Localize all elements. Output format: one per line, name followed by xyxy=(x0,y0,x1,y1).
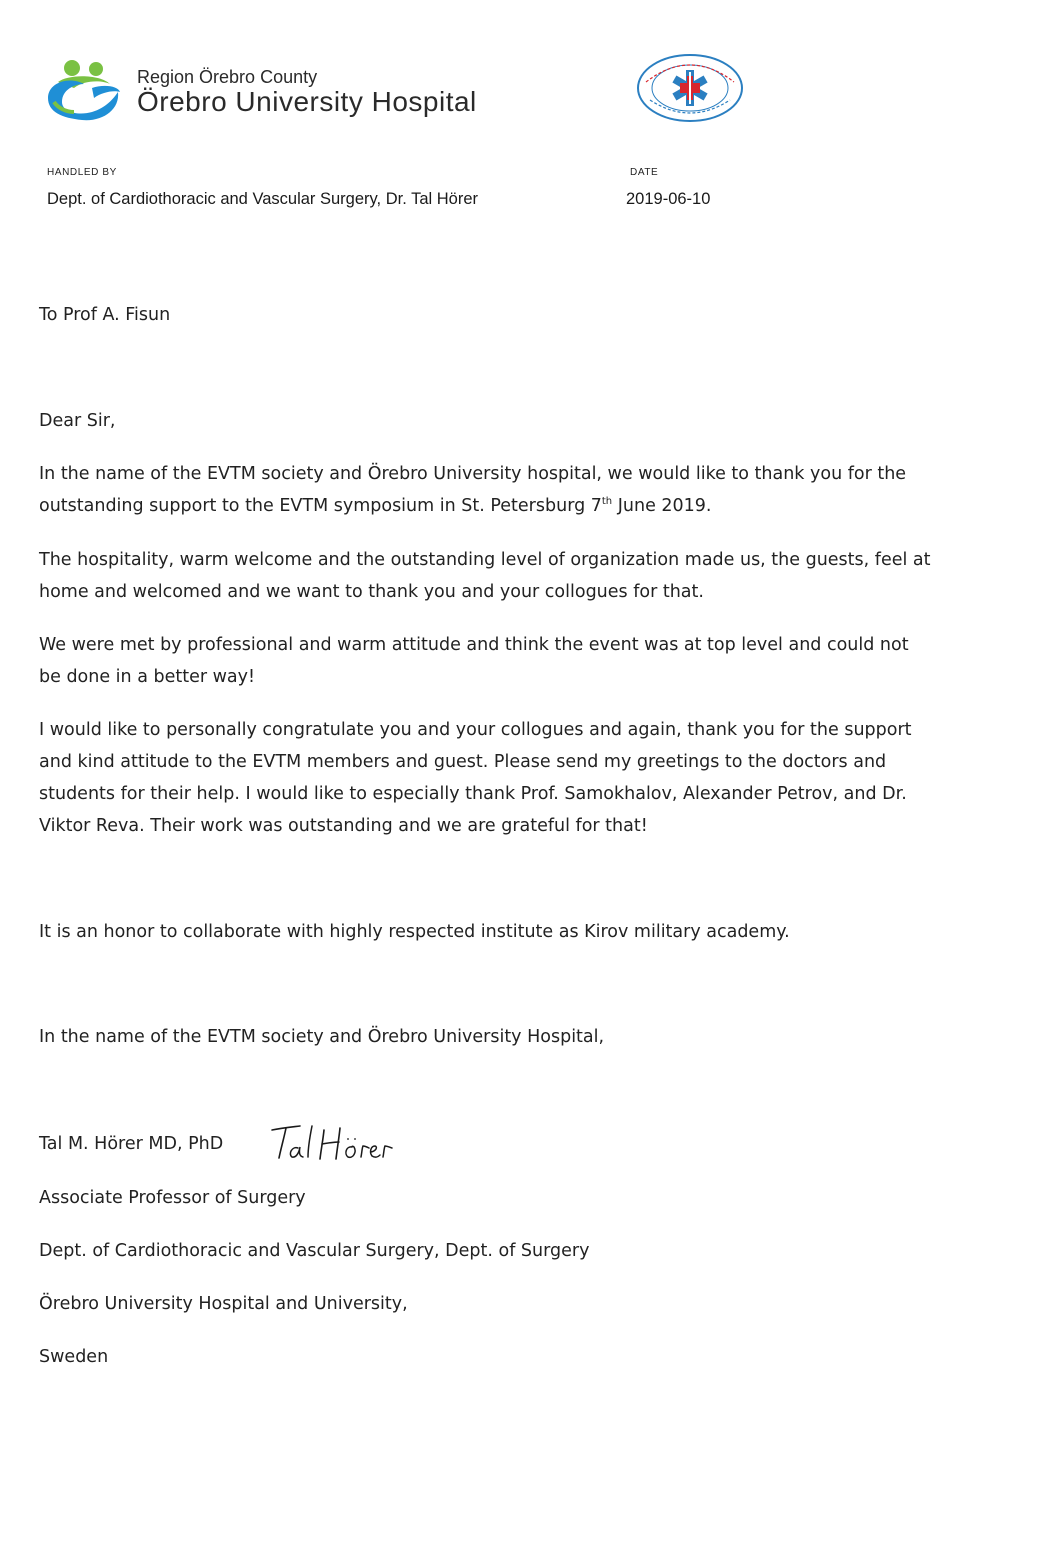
handled-by-value: Dept. of Cardiothoracic and Vascular Surgery, Dr. Tal Hörer xyxy=(47,190,479,208)
signer-department: Dept. of Cardiothoracic and Vascular Surgery, Dept. of Surgery xyxy=(39,1241,590,1261)
paragraph-1 xyxy=(39,458,999,522)
paragraph-1-line-2: outstanding support to the EVTM symposium in St. Petersburg 7th June 2019. xyxy=(39,496,712,516)
recipient-line: To Prof A. Fisun xyxy=(39,305,171,325)
closing-line: In the name of the EVTM society and Örebro University Hospital, xyxy=(39,1027,605,1047)
date-label: DATE xyxy=(630,167,659,178)
paragraph-2-line-1: The hospitality, warm welcome and the outstanding level of organization made us, the guests, feel at xyxy=(39,550,931,570)
date-value: 2019-06-10 xyxy=(626,190,711,208)
evtm-seal-icon xyxy=(632,52,748,124)
handled-by-label: HANDLED BY xyxy=(47,167,117,178)
paragraph-4-line-1: I would like to personally congratulate you and your collogues and again, thank you for the support xyxy=(39,720,912,740)
handwritten-signature xyxy=(268,1120,398,1168)
salutation: Dear Sir, xyxy=(39,411,116,431)
signer-institution: Örebro University Hospital and University, xyxy=(39,1294,408,1314)
paragraph-5: It is an honor to collaborate with highly respected institute as Kirov military academy. xyxy=(39,922,790,942)
paragraph-4 xyxy=(39,714,999,842)
hospital-logo-icon xyxy=(44,58,124,122)
paragraph-1-line-1: In the name of the EVTM society and Örebro University hospital, we would like to thank you for the xyxy=(39,464,907,484)
paragraph-4-line-2: and kind attitude to the EVTM members and guest. Please send my greetings to the doctors and xyxy=(39,752,887,772)
signer-title: Associate Professor of Surgery xyxy=(39,1188,306,1208)
hospital-logo xyxy=(44,58,574,128)
paragraph-3-line-2: be done in a better way! xyxy=(39,667,256,687)
signer-country: Sweden xyxy=(39,1347,109,1367)
paragraph-3 xyxy=(39,629,999,693)
paragraph-2 xyxy=(39,544,999,608)
signer-name: Tal M. Hörer MD, PhD xyxy=(39,1134,224,1154)
paragraph-2-line-2: home and welcomed and we want to thank you and your collogues for that. xyxy=(39,582,704,602)
logo-title: Örebro University Hospital xyxy=(137,86,477,117)
paragraph-3-line-1: We were met by professional and warm attitude and think the event was at top level and could not xyxy=(39,635,909,655)
logo-subtitle: Region Örebro County xyxy=(137,67,318,87)
paragraph-4-line-4: Viktor Reva. Their work was outstanding and we are grateful for that! xyxy=(39,816,648,836)
paragraph-4-line-3: students for their help. I would like to especially thank Prof. Samokhalov, Alexander Petrov, and Dr. xyxy=(39,784,907,804)
ordinal-suffix: th xyxy=(601,496,613,508)
